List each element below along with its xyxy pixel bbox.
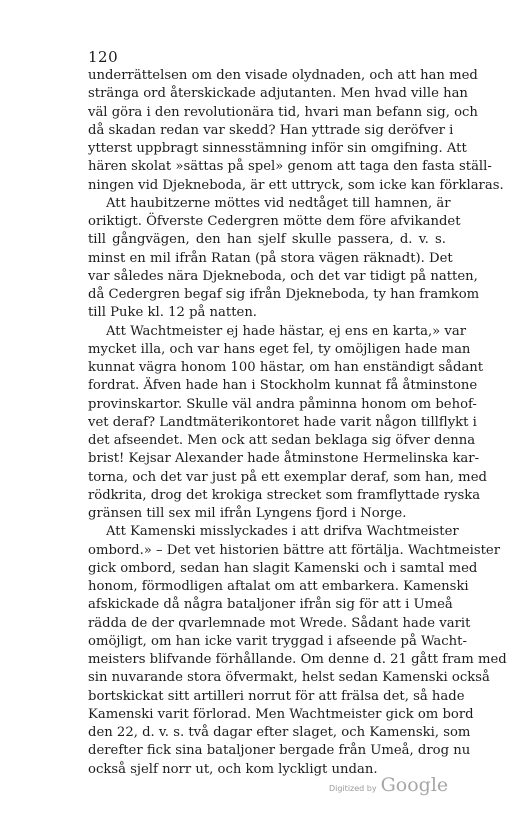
text-line: provinskartor. Skulle väl andra påminna honom om behof- [88, 396, 477, 412]
text-line: rödkrita, drog det krokiga strecket som framflyttade ryska [88, 487, 481, 503]
text-line: Att Wachtmeister ej hade hästar, ej ens en karta,» var [106, 323, 467, 339]
google-logo: Google [380, 774, 449, 796]
text-line: vet deraf? Landtmäterikontoret hade varit någon tillflykt i [88, 414, 477, 430]
text-line: ytterst uppbragt sinnesstämning inför sin omgifning. Att [88, 141, 467, 156]
text-line: Kamenski varit förlorad. Men Wachtmeister gick om bord [88, 706, 474, 722]
body-text [88, 67, 507, 779]
text-line: fordrat. Äfven hade han i Stockholm kunnat få åtminstone [88, 378, 478, 394]
text-line: brist! Kejsar Alexander hade åtminstone Hermelinska kar- [88, 451, 480, 467]
text-line: honom, förmodligen aftalat om att embarkera. Kamenski [88, 579, 469, 594]
text-line: ombord.» – Det vet historien bättre att förtälja. Wachtmeister [88, 542, 500, 558]
page-number: 120 [88, 48, 119, 66]
text-line: också sjelf norr ut, och kom lyckligt undan. [88, 761, 378, 777]
text-line: mycket illa, och var hans eget fel, ty omöjligen hade man [88, 341, 471, 357]
text-line: kunnat vägra honom 100 hästar, om han enständigt sådant [88, 360, 484, 375]
text-line: då Cedergren begaf sig ifrån Djekneboda, ty han framkom [88, 287, 480, 302]
text-line: sin nuvarande stora öfvermakt, helst sedan Kamenski också [88, 670, 490, 686]
text-line: derefter fick sina bataljoner bergade från Umeå, drog nu [88, 743, 471, 759]
digitized-by-label: Digitized by [329, 784, 377, 793]
text-line: bortskickat sitt artilleri norrut för att frälsa det, så hade [88, 688, 465, 704]
text-line: till gångvägen, den han sjelf skulle passera, d. v. s. [88, 232, 446, 248]
text-line: var således nära Djekneboda, och det var tidigt på natten, [88, 268, 478, 284]
text-line: det afseendet. Men ock att sedan beklaga sig öfver denna [88, 433, 476, 448]
text-line: afskickade då några bataljoner ifrån sig för att i Umeå [88, 597, 453, 613]
text-line: hären skolat »sättas på spel» genom att taga den fasta ställ- [88, 159, 492, 175]
text-line: underrättelsen om den visade olydnaden, och att han med [88, 68, 478, 83]
text-line: till Puke kl. 12 på natten. [88, 305, 258, 321]
text-line: stränga ord återskickade adjutanten. Men hvad ville han [88, 86, 468, 102]
digitization-watermark [329, 774, 448, 796]
text-line: ningen vid Djekneboda, är ett uttryck, som icke kan förklaras. [88, 177, 504, 193]
paragraph [88, 67, 504, 195]
paragraph [88, 523, 507, 779]
paragraph [88, 323, 487, 524]
text-line: Att haubitzerne möttes vid nedtåget till hamnen, är [106, 195, 451, 211]
text-line: rädda de der qvarlemnade mot Wrede. Sådant hade varit [88, 615, 471, 631]
text-line: den 22, d. v. s. två dagar efter slaget, och Kamenski, som [88, 725, 471, 740]
text-line: då skadan redan var skedd? Han yttrade sig deröfver i [88, 122, 454, 138]
text-line: omöjligt, om han icke varit tryggad i afseende på Wacht- [88, 633, 467, 649]
text-line: oriktigt. Öfverste Cedergren mötte dem före afvikandet [88, 214, 461, 229]
text-line: torna, och det var just på ett exemplar deraf, som han, med [88, 469, 487, 485]
text-line: meisters blifvande förhållande. Om denne d. 21 gått fram med [88, 652, 507, 667]
text-line: gick ombord, sedan han slagit Kamenski och i samtal med [88, 560, 478, 576]
text-line: minst en mil ifrån Ratan (på stora vägen räknadt). Det [88, 250, 453, 266]
paragraph [88, 195, 480, 323]
text-line: Att Kamenski misslyckades i att drifva Wachtmeister [106, 524, 459, 540]
text-line: väl göra i den revolutionära tid, hvari man befann sig, och [88, 104, 478, 120]
text-line: gränsen till sex mil ifrån Lyngens fjord i Norge. [88, 506, 407, 521]
